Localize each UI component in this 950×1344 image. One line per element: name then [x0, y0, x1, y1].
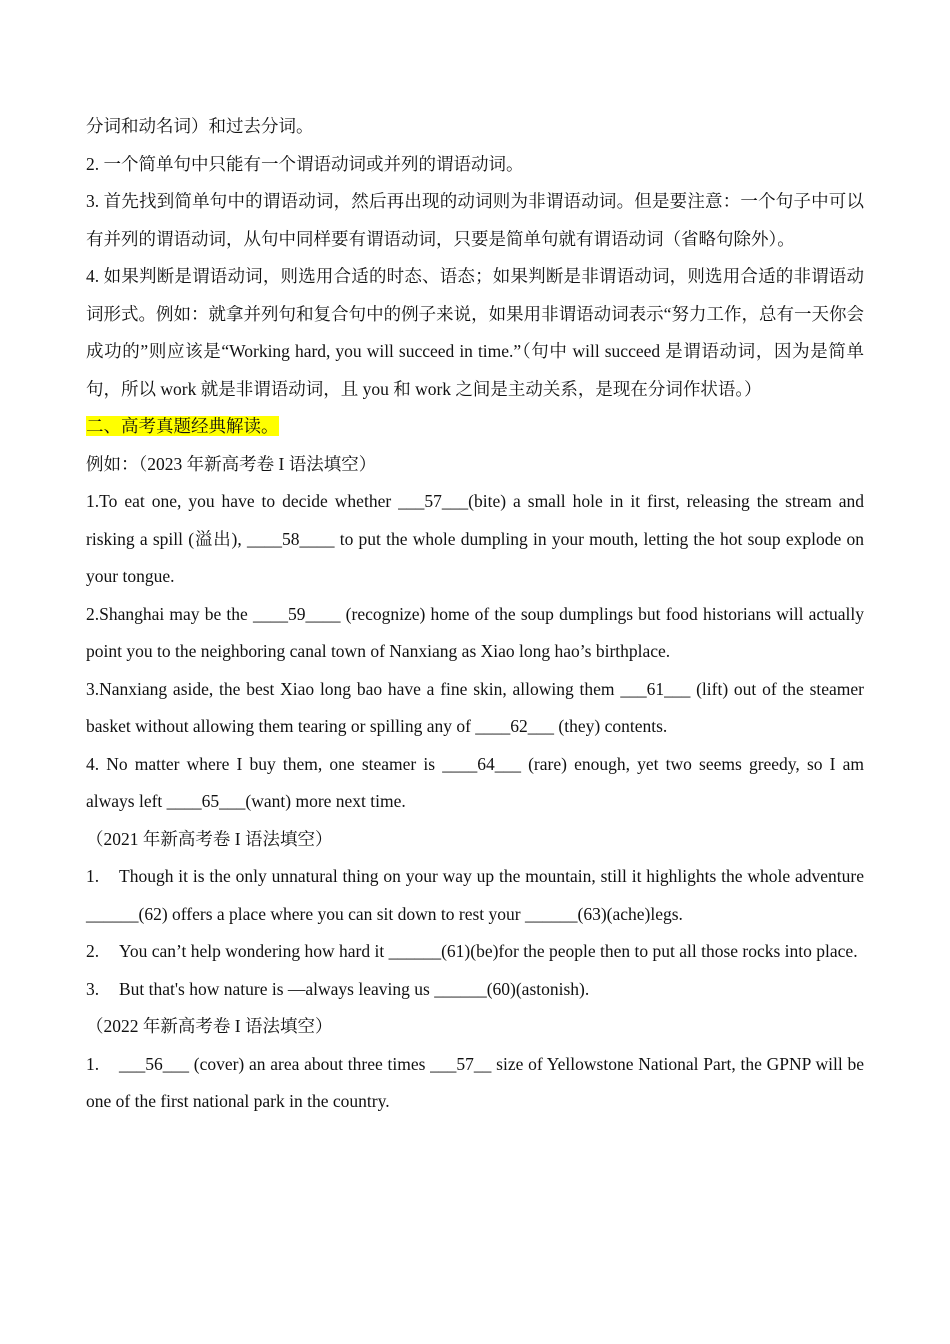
- question-text: Though it is the only unnatural thing on your way up the mountain, still it highlights the whole adventure ______(62) offers a place where you can sit down to rest your ______(63)(ache)legs.: [86, 866, 864, 924]
- question-number: 1.: [86, 866, 100, 886]
- question-number: 3.: [86, 978, 100, 999]
- highlighted-heading: 二、高考真题经典解读。: [86, 416, 279, 436]
- exam-2021-question-1: [86, 858, 864, 933]
- question-text: ___56___ (cover) an area about three times ___57__ size of Yellowstone National Part, the GPNP will be one of the first national park in the country.: [86, 1053, 864, 1111]
- exam-2023-question-4: 4. No matter where I buy them, one steamer is ____64___ (rare) enough, yet two seems greedy, so I am always left ____65___(want) more next time.: [86, 753, 864, 811]
- exam-2021-question-3: [86, 971, 864, 1009]
- question-number: 2.: [86, 941, 100, 961]
- exam-2023-label: 例如：（2023 年新高考卷 I 语法填空）: [86, 453, 377, 474]
- rule-line-0: 分词和动名词）和过去分词。: [86, 116, 314, 136]
- exam-2023-question-2: 2.Shanghai may be the ____59____ (recognize) home of the soup dumplings but food historians will actually point you to the neighboring canal town of Nanxiang as Xiao long hao’s birthplace.: [86, 603, 864, 661]
- rule-item-3: 3. 首先找到简单句中的谓语动词，然后再出现的动词则为非谓语动词。但是要注意：一个句子中可以有并列的谓语动词，从句中同样要有谓语动词，只要是简单句就有谓语动词（省略句除外）。: [86, 191, 864, 249]
- question-number: 1.: [86, 1053, 100, 1074]
- rule-item-4: 4. 如果判断是谓语动词，则选用合适的时态、语态；如果判断是非谓语动词，则选用合适的非谓语动词形式。例如：就拿并列句和复合句中的例子来说，如果用非谓语动词表示“努力工作，总有一天你会成功的”则应该是“Working hard, you will succeed in time.”（句中 will succeed 是谓语动词，因为是简单句，所以 work 就是非谓语动词，且 you 和 work 之间是主动关系，是现在分词作状语。）: [86, 266, 864, 399]
- question-text: But that's how nature is —always leaving us ______(60)(astonish).: [119, 978, 590, 999]
- question-text: You can’t help wondering how hard it ______(61)(be)for the people then to put all those rocks into place.: [119, 941, 858, 961]
- exam-2023-question-1: 1.To eat one, you have to decide whether ___57___(bite) a small hole in it first, releasing the stream and risking a spill (溢出), ____58____ to put the whole dumpling in your mouth, letting the hot soup explode on your tongue.: [86, 491, 864, 586]
- exam-2022-label: （2022 年新高考卷 I 语法填空）: [86, 1016, 333, 1036]
- exam-2021-label: （2021 年新高考卷 I 语法填空）: [86, 828, 333, 849]
- section-heading: [86, 408, 864, 446]
- exam-2022-question-1: [86, 1046, 864, 1121]
- rule-item-2: 2. 一个简单句中只能有一个谓语动词或并列的谓语动词。: [86, 153, 524, 174]
- document-body: [86, 108, 864, 1121]
- exam-2021-question-2: [86, 933, 864, 971]
- exam-2023-question-3: 3.Nanxiang aside, the best Xiao long bao have a fine skin, allowing them ___61___ (lift) out of the steamer basket without allowing them tearing or spilling any of ____62___ (they) contents.: [86, 678, 864, 736]
